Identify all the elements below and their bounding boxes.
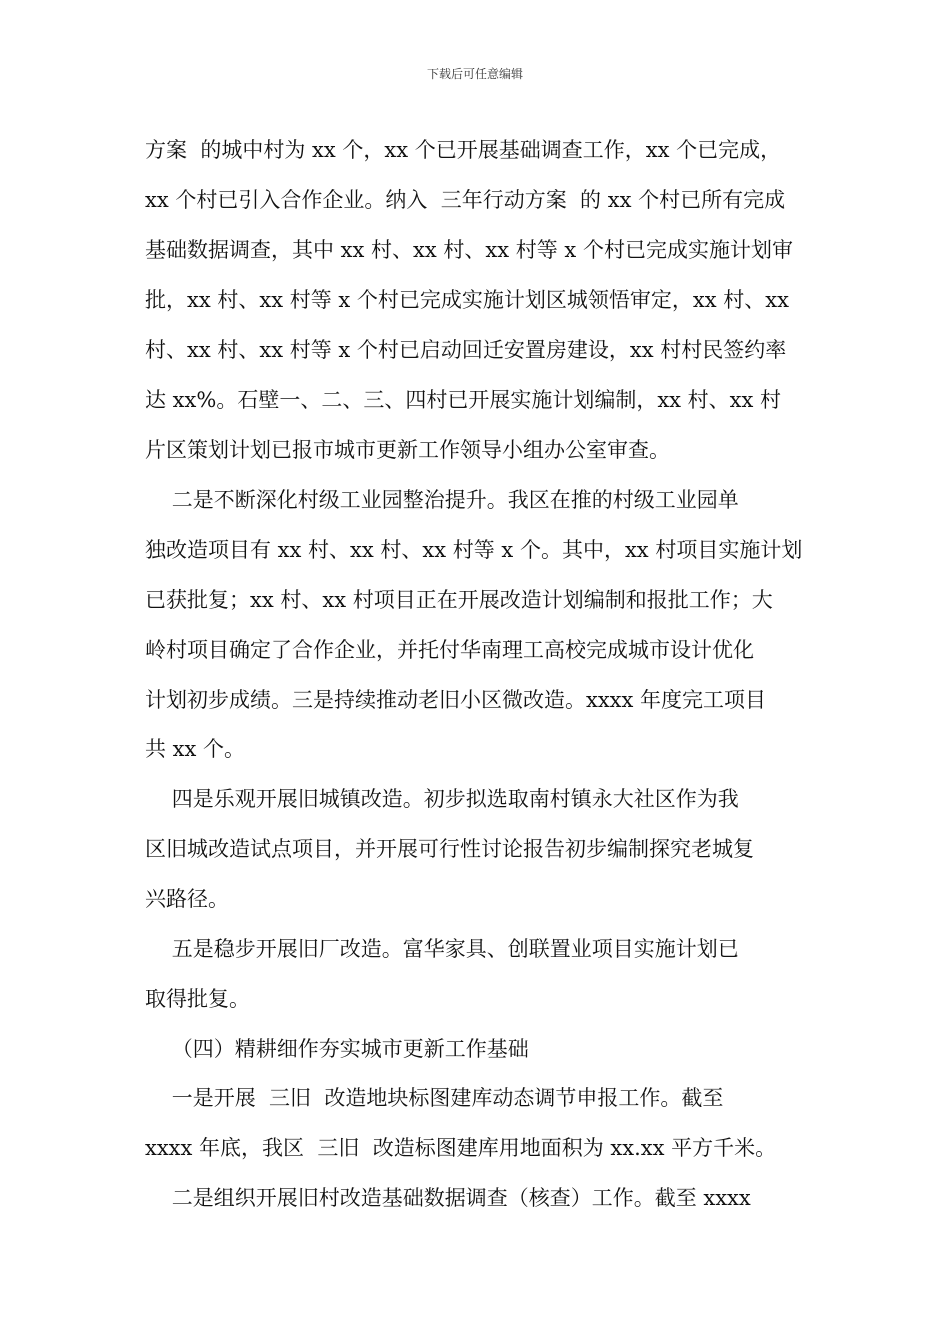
text-line: 二是组织开展旧村改造基础数据调查（核查）工作。截至 xxxx	[145, 1186, 751, 1210]
text-line: 方案 的城中村为 xx 个，xx 个已开展基础调查工作，xx 个已完成，	[145, 138, 782, 162]
section-heading: （四）精耕细作夯实城市更新工作基础	[145, 1037, 529, 1061]
text-line: 村、xx 村、xx 村等 x 个村已启动回迁安置房建设，xx 村村民签约率	[145, 338, 787, 362]
text-line: 四是乐观开展旧城镇改造。初步拟选取南村镇永大社区作为我	[145, 787, 739, 811]
text-line: 计划初步成绩。三是持续推动老旧小区微改造。xxxx 年度完工项目	[145, 688, 767, 712]
text-line: 二是不断深化村级工业园整治提升。我区在推的村级工业园单	[145, 488, 739, 512]
text-line: xx 个村已引入合作企业。纳入 三年行动方案 的 xx 个村已所有完成	[145, 188, 786, 212]
text-line: 基础数据调查，其中 xx 村、xx 村、xx 村等 x 个村已完成实施计划审	[145, 238, 793, 262]
text-line: 共 xx 个。	[145, 737, 246, 761]
text-line: 独改造项目有 xx 村、xx 村、xx 村等 x 个。其中，xx 村项目实施计划	[145, 538, 803, 562]
text-line: 已获批复；xx 村、xx 村项目正在开展改造计划编制和报批工作；大	[145, 588, 773, 612]
text-line: 批，xx 村、xx 村等 x 个村已完成实施计划区城领悟审定，xx 村、xx	[145, 288, 789, 312]
text-line: 达 xx%。石壁一、二、三、四村已开展实施计划编制，xx 村、xx 村	[145, 388, 782, 412]
text-line: xxxx 年底，我区 三旧 改造标图建库用地面积为 xx.xx 平方千米。	[145, 1136, 777, 1160]
text-line: 片区策划计划已报市城市更新工作领导小组办公室审查。	[145, 438, 670, 462]
text-line: 取得批复。	[145, 987, 250, 1011]
text-line: 区旧城改造试点项目，并开展可行性讨论报告初步编制探究老城复	[145, 837, 754, 861]
text-line: 兴路径。	[145, 887, 229, 911]
text-line: 五是稳步开展旧厂改造。富华家具、创联置业项目实施计划已	[145, 937, 739, 961]
text-line: 一是开展 三旧 改造地块标图建库动态调节申报工作。截至	[145, 1086, 724, 1110]
page-header: 下载后可任意编辑	[426, 67, 523, 81]
text-line: 岭村项目确定了合作企业，并托付华南理工高校完成城市设计优化	[145, 638, 754, 662]
